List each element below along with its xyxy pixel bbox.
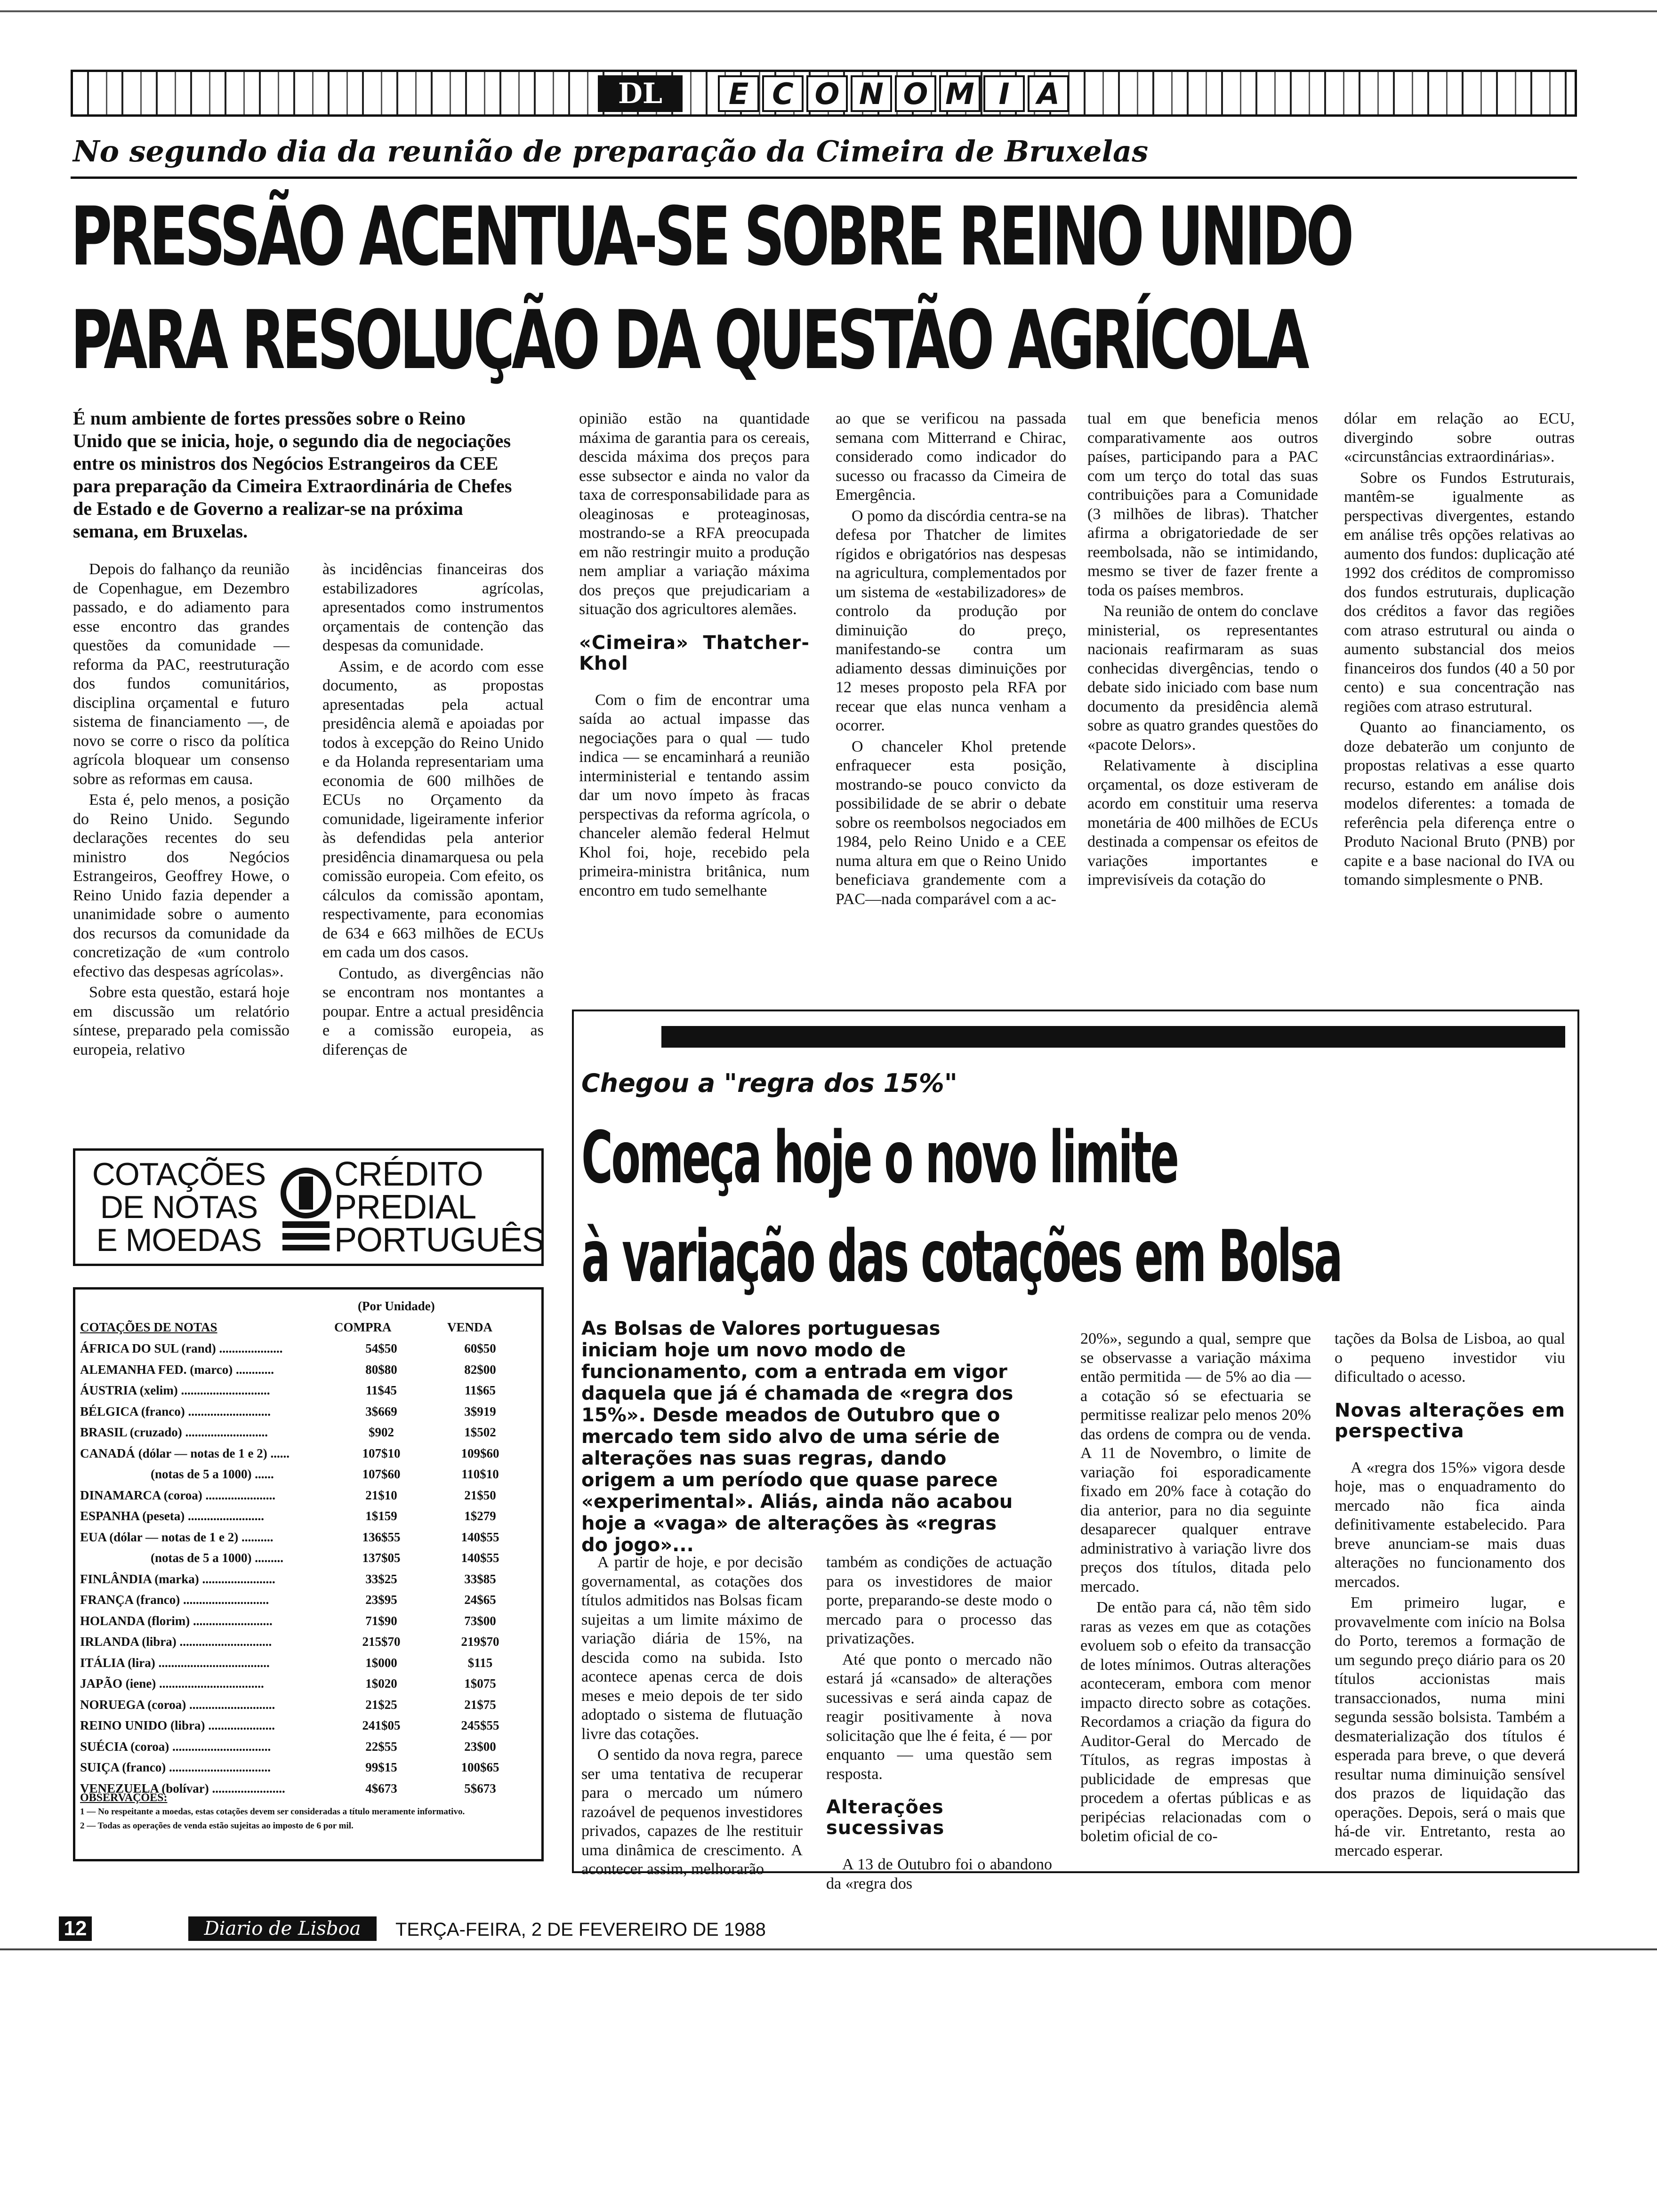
article2-headline-line2: à variação das cotações em Bolsa — [581, 1215, 1342, 1298]
quote-sell: 82$00 — [464, 1362, 496, 1377]
ad-bank-line: PREDIAL — [334, 1188, 476, 1226]
quote-buy: 241$05 — [362, 1718, 401, 1732]
quote-sell: 23$00 — [464, 1739, 496, 1754]
quote-buy: 1$020 — [365, 1676, 397, 1691]
article1-headline-line1: PRESSÃO ACENTUA-SE SOBRE REINO UNIDO — [71, 189, 1351, 284]
article2-black-bar — [661, 1026, 1565, 1048]
quote-buy: 107$60 — [362, 1467, 401, 1481]
paragraph: Sobre esta questão, estará hoje em discussão um relatório síntese, preparado pela comissão europeia, relativo — [73, 984, 290, 1058]
paragraph: tações da Bolsa de Lisboa, ao qual o pequeno investidor viu dificultado o acesso. — [1335, 1330, 1565, 1386]
quote-buy: 21$10 — [365, 1488, 397, 1502]
subheading-novas-alteracoes: Novas alterações em perspectiva — [1335, 1399, 1565, 1442]
quote-buy: 21$25 — [365, 1697, 397, 1712]
paragraph: também as condições de actuação para os investidores de maior porte, preparando-se deste modo o mercado para o processo das privatizações. — [826, 1554, 1052, 1647]
article1-column-5 — [1087, 409, 1318, 892]
quote-sell: 1$075 — [464, 1676, 496, 1691]
quote-currency: ÁUSTRIA (xelim) ............................ — [80, 1383, 270, 1397]
quotes-col-buy: COMPRA — [334, 1320, 392, 1334]
paragraph: opinião estão na quantidade máxima de garantia para os cereais, descida máxima dos preços para esse subsector e ainda no valor da taxa de corresponsabilidade para as oleaginosas e proteaginosas, mostrando-se a RFA preocupada em não restringir muito a produção nem ampliar a variação máxima dos preços que prejudicariam a situação dos agricultores alemães. — [579, 410, 810, 618]
quote-sell: 3$919 — [464, 1404, 496, 1419]
section-letter: M — [939, 75, 981, 112]
quote-sell: 219$70 — [461, 1635, 499, 1649]
quote-sell: 73$00 — [464, 1613, 496, 1628]
paragraph: A «regra dos 15%» vigora desde hoje, mas o enquadramento do mercado não fica ainda definitivamente estabelecido. Para breve anunciam-se mais duas alterações no funcionamento dos mercados. — [1335, 1459, 1565, 1591]
article1-lead: É num ambiente de fortes pressões sobre o Reino Unido que se inicia, hoje, o segundo dia de negociações entre os ministros dos Negócios Estrangeiros da CEE para preparação da Cimeira Extraordinária de Chefes de Estado e de Governo a realizar-se na próxima semana, em Bruxelas. — [73, 408, 512, 542]
quote-row — [80, 1656, 532, 1678]
credito-predial-logo-icon — [278, 1167, 334, 1252]
section-letter: A — [1028, 75, 1069, 112]
quotes-notes — [80, 1791, 532, 1833]
ad-bank-line: CRÉDITO — [334, 1155, 483, 1193]
quote-row — [80, 1404, 532, 1427]
quote-currency: IRLANDA (libra) ............................. — [80, 1635, 272, 1649]
quotes-col-name: COTAÇÕES DE NOTAS — [80, 1320, 217, 1334]
quote-sell: 140$55 — [461, 1551, 499, 1565]
quote-currency: BRASIL (cruzado) .......................... — [80, 1425, 268, 1439]
quote-buy: 80$80 — [365, 1362, 397, 1377]
quote-currency: ÁFRICA DO SUL (rand) .................... — [80, 1341, 283, 1355]
quote-buy: 11$45 — [365, 1383, 397, 1397]
paragraph: A 13 de Outubro foi o abandono da «regra dos — [826, 1856, 1052, 1892]
paragraph: Em primeiro lugar, e provavelmente com início na Bolsa do Porto, teremos a formação de um segundo preço diário para os 20 títulos accionistas mais transaccionados, numa mini segunda sessão bolsista. Também a desmaterialização dos títulos é esperada para breve, o que deverá resultar numa diminuição sensível dos prazos de liquidação das operações. Depois, será o mais que há-de vir. Entretanto, resta ao mercado esperar. — [1335, 1594, 1565, 1859]
quote-sell: 33$85 — [464, 1571, 496, 1586]
quotes-col-sell: VENDA — [447, 1320, 493, 1334]
section-letter: N — [851, 75, 892, 112]
ad-bank-line: PORTUGUÊS — [334, 1221, 544, 1259]
paragraph: Assim, e de acordo com esse documento, as propostas apresentadas pela actual presidência alemã e apoiadas por todos à excepção do Reino Unido e da Holanda representariam uma economia de 600 milhões de ECUs no Orçamento da comunidade, ligeiramente inferior às defendidas pela anterior presidência dinamarquesa ou pela comissão europeia. Com efeito, os cálculos da comissão apontam, respectivamente, para economias de 634 e 663 milhões de ECUs em cada um dos casos. — [322, 657, 544, 961]
quote-buy: 54$50 — [365, 1341, 397, 1355]
section-letter: C — [762, 75, 804, 112]
ad-title-line: COTAÇÕES — [92, 1156, 266, 1192]
paragraph: Sobre os Fundos Estruturais, mantêm-se igualmente as perspectivas divergentes, estando em análise três opções relativas ao aumento dos fundos: duplicação até 1992 dos créditos de compromisso dos fundos estruturais, duplicação dos créditos a favor das regiões com atraso estrutural ou ainda o aumento substancial dos meios financeiros dos fundos (40 a 50 por cento) e sua concentração nas regiões com atraso estrutural. — [1344, 469, 1575, 715]
quote-sell: 100$65 — [461, 1760, 499, 1774]
notes-title: OBSERVAÇÕES: — [80, 1792, 168, 1804]
quote-row — [80, 1698, 532, 1720]
article2-lead: As Bolsas de Valores portuguesas iniciam hoje um novo modo de funcionamento, com a entrada em vigor daquela que já é chamada de «regra dos 15%». Desde meados de Outubro que o mercado tem sido alvo de uma série de alterações nas suas regras, dando origem a um período que quase parece «experimental». Aliás, ainda não acabou hoje a «vaga» de alterações às «regras do jogo»... — [581, 1318, 1014, 1556]
quote-buy: 137$05 — [362, 1551, 401, 1565]
quote-buy: 23$95 — [365, 1593, 397, 1607]
paragraph: O pomo da discórdia centra-se na defesa por Thatcher de limites rígidos e obrigatórios nas despesas na agricultura, complementados por um sistema de «estabilizadores» de controlo da produção por diminuição do preço, manifestando-se contra um adiamento dessas diminuições por 12 meses proposto pela RFA por recear que elas nunca venham a ocorrer. — [836, 507, 1066, 734]
article2-kicker: Chegou a "regra dos 15%" — [581, 1068, 957, 1098]
quote-row — [80, 1593, 532, 1615]
paragraph: Até que ponto o mercado não estará já «cansado» de alterações sucessivas e será ainda capaz de reagir positivamente à nova solicitação que lhe é feita, é — por enquanto — uma questão sem resposta. — [826, 1651, 1052, 1783]
quote-sell: 60$50 — [464, 1341, 496, 1355]
quote-buy: 33$25 — [365, 1571, 397, 1586]
quote-row — [80, 1467, 532, 1490]
quote-currency: HOLANDA (florim) ......................... — [80, 1613, 273, 1628]
quote-sell: 11$65 — [464, 1383, 496, 1397]
quote-row — [80, 1425, 532, 1448]
paragraph: dólar em relação ao ECU, divergindo sobre outras «circunstâncias extraordinárias». — [1344, 410, 1575, 465]
issue-date: TERÇA-FEIRA, 2 DE FEVEREIRO DE 1988 — [395, 1919, 766, 1940]
quote-row — [80, 1341, 532, 1364]
quote-currency: FRANÇA (franco) ........................... — [80, 1593, 269, 1607]
dl-logo: DL — [598, 75, 683, 112]
ad-title-line: DE NOTAS — [100, 1189, 258, 1225]
note-1: 1 — No respeitante a moedas, estas cotações devem ser consideradas a título meramente informativo. — [80, 1807, 465, 1817]
quote-buy: 1$159 — [365, 1509, 397, 1523]
section-letter: E — [718, 75, 759, 112]
quote-row — [80, 1739, 532, 1762]
quote-row — [80, 1718, 532, 1741]
quote-buy: 71$90 — [365, 1613, 397, 1628]
quote-row — [80, 1614, 532, 1636]
paragraph: tual em que beneficia menos comparativamente aos outros países, participando para a PAC com um terço do total das suas contribuições para a Comunidade (3 milhões de libras). Thatcher afirma a obrigatoriedade de ser reembolsada, não se intimidando, mesmo se tiver de fazer frente a toda os países membros. — [1087, 410, 1318, 599]
quote-currency: (notas de 5 a 1000) ......... — [151, 1551, 283, 1565]
paragraph: Na reunião de ontem do conclave ministerial, os representantes nacionais reafirmaram as suas conhecidas divergências, tendo o debate sido iniciado com base num documento da presidência alemã sobre as quatro grandes questões do «pacote Delors». — [1087, 602, 1318, 753]
article1-kicker: No segundo dia da reunião de preparação da Cimeira de Bruxelas — [73, 134, 1149, 168]
section-title — [718, 75, 1072, 112]
quote-row — [80, 1446, 532, 1469]
quote-row — [80, 1530, 532, 1553]
paragraph: Com o fim de encontrar uma saída ao actual impasse das negociações para o qual — tudo indica — se encaminhará a reunião interministerial e tentando assim dar um novo ímpeto às fracas perspectivas da reforma agrícola, o chanceler alemão federal Helmut Khol foi, hoje, recebido pela primeira-ministra britânica, num encontro em tudo semelhante — [579, 691, 810, 899]
paragraph: Depois do falhanço da reunião de Copenhague, em Dezembro passado, e do adiamento para esse encontro das grandes questões da comunidade — reforma da PAC, reestruturação dos fundos comunitários, disciplina orçamental e futuro sistema de financiamento —, de novo se corre o risco da política agrícola bloquear um consenso sobre as reformas em causa. — [73, 561, 290, 788]
subheading-alteracoes: Alterações sucessivas — [826, 1796, 945, 1839]
section-letter: O — [895, 75, 936, 112]
quote-sell: 1$279 — [464, 1509, 496, 1523]
quote-buy: 4$673 — [365, 1781, 397, 1795]
article1-column-3 — [579, 409, 810, 902]
quote-sell: 245$55 — [461, 1718, 499, 1732]
quote-currency: REINO UNIDO (libra) ..................... — [80, 1718, 275, 1732]
article1-column-2 — [322, 560, 544, 1061]
quote-currency: FINLÂNDIA (marka) ....................... — [80, 1571, 275, 1586]
quote-currency: SUIÇA (franco) ................................ — [80, 1760, 271, 1774]
page-number: 12 — [59, 1916, 92, 1941]
article1-column-6 — [1344, 409, 1575, 892]
quotes-unit: (Por Unidade) — [358, 1299, 435, 1313]
kicker-rule — [71, 176, 1577, 179]
quote-row — [80, 1760, 532, 1783]
quote-currency: EUA (dólar — notas de 1 e 2) .......... — [80, 1530, 273, 1544]
article2-headline-line1: Começa hoje o novo limite — [581, 1116, 1178, 1199]
article1-headline-line2: PARA RESOLUÇÃO DA QUESTÃO AGRÍCOLA — [71, 293, 1306, 387]
quote-row — [80, 1572, 532, 1595]
quote-currency: (notas de 5 a 1000) ...... — [151, 1467, 274, 1481]
top-edge-line — [0, 10, 1657, 12]
quote-sell: 21$50 — [464, 1488, 496, 1502]
quote-buy: 1$000 — [365, 1655, 397, 1670]
quote-buy: 22$55 — [365, 1739, 397, 1754]
quote-currency: CANADÁ (dólar — notas de 1 e 2) ...... — [80, 1446, 290, 1460]
quote-buy: 3$669 — [365, 1404, 397, 1419]
paragraph: Esta é, pelo menos, a posição do Reino Unido. Segundo declarações recentes do seu ministro dos Negócios Estrangeiros, Geoffrey Howe, o Reino Unido fazia depender a unanimidade sobre o aumento dos recursos da comunidade da concretização de «um controlo efectivo das despesas agrícolas». — [73, 791, 290, 980]
quote-currency: NORUEGA (coroa) ........................... — [80, 1697, 275, 1712]
paragraph: A partir de hoje, e por decisão governamental, as cotações dos títulos admitidos nas Bolsas ficam sujeitas a um limite máximo de variação diária de 15%, na descida como na subida. Isto acontece apenas cerca de dois meses e meio depois de ter sido adoptado o sistema de flutuação livre das cotações. — [581, 1554, 803, 1743]
quote-row — [80, 1551, 532, 1573]
quote-currency: ITÁLIA (lira) ................................... — [80, 1655, 270, 1670]
quote-currency: JAPÃO (iene) ................................. — [80, 1676, 264, 1691]
paragraph: De então para cá, não têm sido raras as vezes em que as cotações evoluem sob o efeito da transacção de lotes mínimos. Outras alterações aconteceram, embora com menor impacto directo sobre as cotações. Recordamos a criação da figura do Auditor-Geral do Mercado de Títulos, as regras impostas à publicidade de empresas que procedem a ofertas públicas e as peripécias relacionadas com o boletim oficial de co- — [1080, 1599, 1311, 1845]
ad-title-line: E MOEDAS — [96, 1222, 262, 1258]
quote-buy: 215$70 — [362, 1635, 401, 1649]
quote-sell: 109$60 — [461, 1446, 499, 1460]
article2-column-3 — [1080, 1330, 1311, 1848]
quote-buy: 99$15 — [365, 1760, 397, 1774]
quote-sell: 1$502 — [464, 1425, 496, 1439]
quote-row — [80, 1488, 532, 1511]
quote-sell: 140$55 — [461, 1530, 499, 1544]
ad-title — [80, 1158, 278, 1257]
quote-buy: 136$55 — [362, 1530, 401, 1544]
paragraph: O sentido da nova regra, parece ser uma tentativa de recuperar para o mercado um número razoável de pequenos investidores privados, capazes de lhe restituir uma dinâmica de crescimento. A acontecer assim, melhorarão — [581, 1746, 803, 1878]
article1-column-1 — [73, 560, 290, 1061]
quote-row — [80, 1635, 532, 1657]
quote-sell: 110$10 — [461, 1467, 499, 1481]
quote-sell: 24$65 — [464, 1593, 496, 1607]
quote-currency: DINAMARCA (coroa) ...................... — [80, 1488, 275, 1502]
paragraph: Quanto ao financiamento, os doze debaterão um conjunto de propostas relativas a esse quarto recurso, estando em análise dois modelos diferentes: a tomada de referência pela diferença entre o Produto Nacional Bruto (PNB) por capite e a base nacional do IVA ou tomando simplesmente o PNB. — [1344, 719, 1575, 889]
newspaper-name: Diario de Lisboa — [188, 1916, 377, 1941]
note-2: 2 — Todas as operações de venda estão sujeitas ao imposto de 6 por mil. — [80, 1821, 354, 1831]
quote-currency: ALEMANHA FED. (marco) ............ — [80, 1362, 274, 1377]
subheading-cimeira: «Cimeira» Thatcher-Khol — [579, 632, 810, 674]
quote-currency: SUÉCIA (coroa) ............................... — [80, 1739, 271, 1754]
quote-row — [80, 1509, 532, 1531]
article2-column-2 — [826, 1553, 1052, 1895]
quote-currency: ESPANHA (peseta) ........................ — [80, 1509, 264, 1523]
quote-row — [80, 1383, 532, 1406]
quote-buy: 107$10 — [362, 1446, 401, 1460]
paragraph: às incidências financeiras dos estabilizadores agrícolas, apresentados como instrumentos orçamentais de contenção das despesas da comunidade. — [322, 561, 544, 654]
quote-row — [80, 1362, 532, 1385]
quote-buy: $902 — [369, 1425, 394, 1439]
quote-sell: 5$673 — [464, 1781, 496, 1795]
quote-sell: 21$75 — [464, 1697, 496, 1712]
article1-column-4 — [836, 409, 1066, 911]
quote-currency: VENEZUELA (bolívar) ....................... — [80, 1781, 285, 1795]
paragraph: Contudo, as divergências não se encontram nos montantes a poupar. Entre a actual presidência e a comissão europeia, as diferenças de — [322, 964, 544, 1058]
quote-row — [80, 1676, 532, 1699]
article2-column-1 — [581, 1553, 803, 1881]
ad-bank-name — [334, 1155, 544, 1259]
paragraph: 20%», segundo a qual, sempre que se observasse a variação máxima então permitida — de 5% ao dia — a cotação só se efectuaria se permitisse realizar pelo menos 20% das ordens de compra ou de venda. A 11 de Novembro, o limite de variação foi esporadicamente fixado em 20% face à cotação do dia anterior, para no dia seguinte desaparecer qualquer entrave administrativo à variação livre dos preços dos títulos, ditada pelo mercado. — [1080, 1330, 1311, 1595]
section-letter: I — [983, 75, 1025, 112]
paragraph: O chanceler Khol pretende enfraquecer esta posição, mostrando-se pouco convicto da possibilidade de se abrir o debate sobre os reembolsos negociados em 1984, pelo Reino Unido e a CEE numa altura em que o Reino Unido beneficiava grandemente com a PAC—nada comparável com a ac- — [836, 737, 1066, 908]
paragraph: Relativamente à disciplina orçamental, os doze estiveram de acordo em constituir uma reserva monetária de 400 milhões de ECUs destinada a compensar os efeitos de variações importantes e imprevisíveis da cotação do — [1087, 757, 1318, 889]
paragraph: ao que se verificou na passada semana com Mitterrand e Chirac, considerado como indicador do sucesso ou fracasso da Cimeira de Emergência. — [836, 410, 1066, 504]
quote-currency: BÉLGICA (franco) .......................... — [80, 1404, 271, 1419]
section-letter: O — [806, 75, 848, 112]
article2-column-4 — [1335, 1330, 1565, 1862]
bottom-edge-line — [0, 1948, 1657, 1950]
quote-sell: $115 — [467, 1655, 493, 1670]
